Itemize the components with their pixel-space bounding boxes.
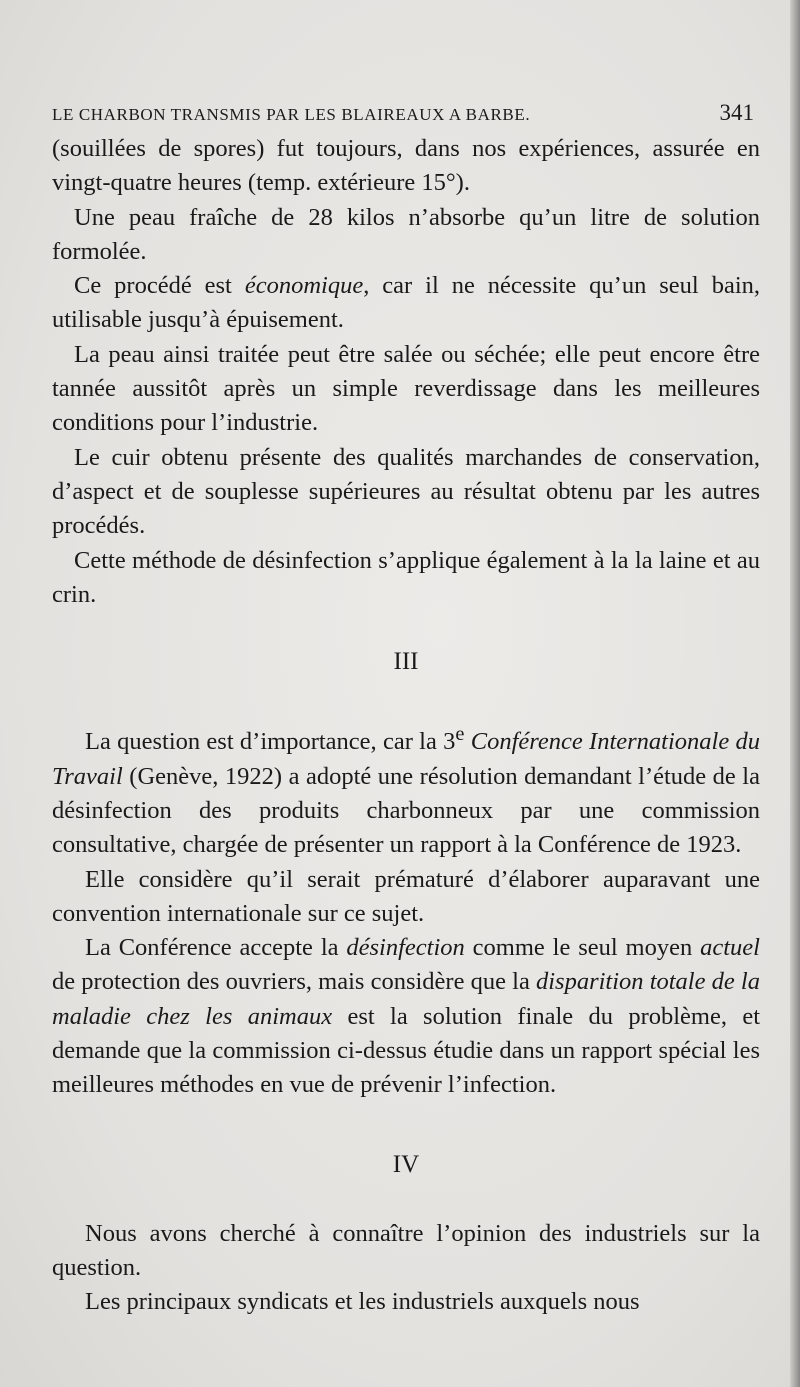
page-number: 341 [719, 100, 754, 125]
paragraph-cuir: Le cuir obtenu présente des qualités marchandes de conservation, d’aspect et de souplesse supérieures au résultat obtenu par les autres procédés. [52, 443, 760, 540]
text-run: (Genève, 1922) a adopté une résolution demandant l’étude de la désinfection des produits charbonneux par une commission consultative, chargée de présenter un rapport à la Conférence de 1923. [52, 762, 760, 859]
emphasis-economique: économique [244, 272, 364, 300]
text-run: Ce procédé est [74, 272, 245, 300]
paragraph-syndicats: Les principaux syndicats et les industriels auxquels nous [85, 1288, 640, 1316]
text-run: La Conférence accepte la [85, 934, 347, 962]
emphasis-desinfection: désinfection [346, 934, 465, 962]
running-title: LE CHARBON TRANSMIS PAR LES BLAIREAUX A BARBE. [52, 105, 531, 124]
emphasis-conference: Conférence Internationale du Travail [52, 728, 760, 790]
running-header [52, 100, 760, 126]
paragraph-peau-traitee: La peau ainsi traitée peut être salée ou séchée; elle peut encore être tannée aussitôt après un simple reverdissage dans les meilleures conditions pour l’industrie. [52, 340, 760, 437]
text-run: La question est d’importance, car la 3 [85, 728, 456, 756]
paragraph-elle-considere: Elle considère qu’il serait prématuré d’élaborer auparavant une convention internationale sur ce sujet. [52, 865, 760, 927]
paragraph-conference-accepte [52, 931, 760, 1102]
paragraph-methode: Cette méthode de désinfection s’applique également à la la laine et au crin. [52, 546, 760, 608]
text-run: , car il ne nécessite qu’un seul bain, utilisable jusqu’à épuisement. [52, 272, 760, 334]
section-heading-iv: IV [392, 1150, 420, 1178]
emphasis-actuel: actuel [700, 934, 760, 962]
text-run: de protection des ouvriers, mais considère que la [52, 968, 536, 996]
text-run: est la solution finale du problème, et demande que la commission ci-dessus étudie dans un rapport spécial les meilleures méthodes en vue de prévenir l’infection. [52, 1002, 760, 1099]
page-gutter-shadow [790, 0, 800, 1387]
superscript-e: e [455, 723, 465, 746]
paragraph-economique [52, 269, 760, 338]
text-run: comme le seul moyen [464, 934, 701, 962]
paragraph-peau-fraiche: Une peau fraîche de 28 kilos n’absorbe qu’un litre de solution formolée. [52, 203, 760, 265]
paragraph-continuation: (souillées de spores) fut toujours, dans nos expériences, assurée en vingt-quatre heures (temp. extérieure 15°). [52, 135, 760, 197]
paragraph-conference-travail [52, 717, 760, 862]
emphasis-disparition: disparition totale de la maladie chez les animaux [52, 968, 760, 1030]
paragraph-opinion-industriels: Nous avons cherché à connaître l’opinion des industriels sur la question. [52, 1219, 760, 1281]
section-heading-iii: III [393, 648, 419, 676]
